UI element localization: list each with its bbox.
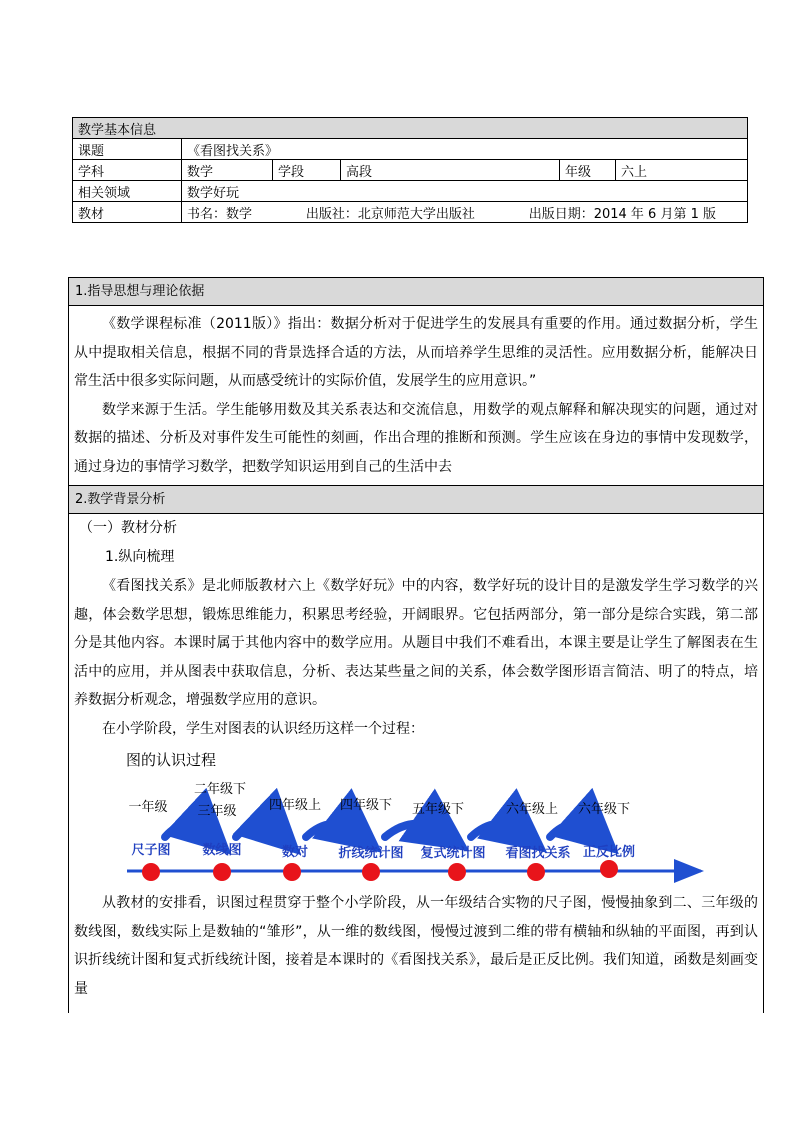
- progress-arrow: [236, 824, 278, 837]
- stage-dot: [362, 863, 380, 881]
- grade-label: 三年级: [197, 804, 237, 819]
- figure-title: 图的认识过程: [126, 751, 217, 769]
- stage-label: 数对: [281, 845, 309, 860]
- field-value: 数学好玩: [182, 181, 748, 202]
- guiding-paragraph-2: 数学来源于生活。学生能够用数及其关系表达和交流信息，用数学的观点解释和解决现实的问题，通过对数据的描述、分析及对事件发生可能性的刻画，作出合理的推断和预测。学生应该在身边的事情中发现数学，通过身边的事情学习数学，把数学知识运用到自己的生活中去: [74, 401, 758, 475]
- textbook-label: 教材: [73, 202, 182, 223]
- basic-info-header: 教学基本信息: [73, 118, 748, 139]
- textbook-value: [182, 202, 748, 223]
- grade-label: 四年级下: [339, 798, 393, 813]
- topic-value: 《看图找关系》: [182, 139, 748, 160]
- progress-arrow: [306, 824, 357, 837]
- textbook-analysis-heading: （一）教材分析: [79, 520, 177, 536]
- stage-dot: [283, 863, 301, 881]
- grade-value: 六上: [616, 160, 748, 181]
- stage-dot: [600, 860, 618, 878]
- stage-label: 看图找关系: [505, 846, 571, 861]
- book-name: 书名：数学: [187, 206, 253, 222]
- guiding-paragraph-1: 《数学课程标准（2011版）》指出：数据分析对于促进学生的发展具有重要的作用。通过数据分析，学生从中提取相关信息，根据不同的背景选择合适的方法，从而培养学生思维的灵活性。应用数据分析，能解决日常生活中很多实际问题，从而感受统计的实际价值，发展学生的应用意识。”: [74, 316, 758, 389]
- basic-info-table: [72, 117, 748, 223]
- grade-label: 一年级: [128, 800, 168, 815]
- grade-label: 四年级上: [268, 798, 322, 813]
- background-paragraph-1: 《看图找关系》是北师版教材六上《数学好玩》中的内容，数学好玩的设计目的是激发学生学习数学的兴趣，体会数学思想，锻炼思维能力，积累思考经验，开阔眼界。它包括两部分，第一部分是综合实践，第二部分是其他内容。本课时属于其他内容中的数学应用。从题目中我们不难看出，本课主要是让学生了解图表在生活中的应用，并从图表中获取信息，分析、表达某些量之间的关系，体会数学图形语言简洁、明了的特点，培养数据分析观念，增强数学应用的意识。: [74, 578, 758, 708]
- stage-label: 尺子图: [131, 843, 171, 858]
- stage-value: 高段: [341, 160, 560, 181]
- stage-dot: [142, 863, 160, 881]
- section-guiding-ideas-body: [69, 306, 763, 485]
- vertical-review-heading: 1.纵向梳理: [105, 549, 175, 565]
- grade-label: 五年级下: [411, 802, 465, 817]
- topic-label: 课题: [73, 139, 182, 160]
- grade-label: 六年级下: [577, 802, 631, 817]
- grade-label: 年级: [560, 160, 616, 181]
- progress-arrow: [165, 824, 208, 837]
- publisher-name: 出版社：北京师范大学出版社: [305, 206, 475, 222]
- subject-value: 数学: [182, 160, 273, 181]
- graph-learning-timeline: [69, 775, 763, 885]
- section-background-title: 2.教学背景分析: [69, 485, 763, 514]
- progress-arrow: [385, 824, 443, 837]
- stage-dot: [527, 863, 545, 881]
- stage-dot: [448, 863, 466, 881]
- background-paragraph-2: 在小学阶段，学生对图表的认识经历这样一个过程：: [102, 720, 424, 737]
- stage-label: 数线图: [202, 843, 242, 858]
- stage-label: 折线统计图: [338, 846, 404, 861]
- stage-label: 学段: [273, 160, 341, 181]
- progress-arrow: [471, 824, 522, 837]
- publish-date: 出版日期：2014 年 6 月第 1 版: [528, 206, 716, 222]
- lesson-content-box: [68, 277, 764, 1013]
- background-paragraph-3: 从教材的安排看，识图过程贯穿于整个小学阶段，从一年级结合实物的尺子图，慢慢抽象到二、三年级的数线图，数线实际上是数轴的“雏形”，从一维的数线图，慢慢过渡到二维的带有横轴和纵轴的平面图，再到认识折线统计图和复式折线统计图，接着是本课时的《看图找关系》，最后是正反比例。我们知道，函数是刻画变量: [74, 895, 758, 997]
- grade-label: 二年级下: [193, 782, 247, 797]
- stage-label: 复式统计图: [420, 846, 486, 861]
- field-label: 相关领域: [73, 181, 182, 202]
- section-guiding-ideas-title: 1.指导思想与理论依据: [69, 278, 763, 306]
- subject-label: 学科: [73, 160, 182, 181]
- grade-label: 六年级上: [505, 802, 559, 817]
- progress-arrow: [550, 824, 595, 837]
- stage-dot: [213, 863, 231, 881]
- stage-label: 正反比例: [582, 845, 636, 860]
